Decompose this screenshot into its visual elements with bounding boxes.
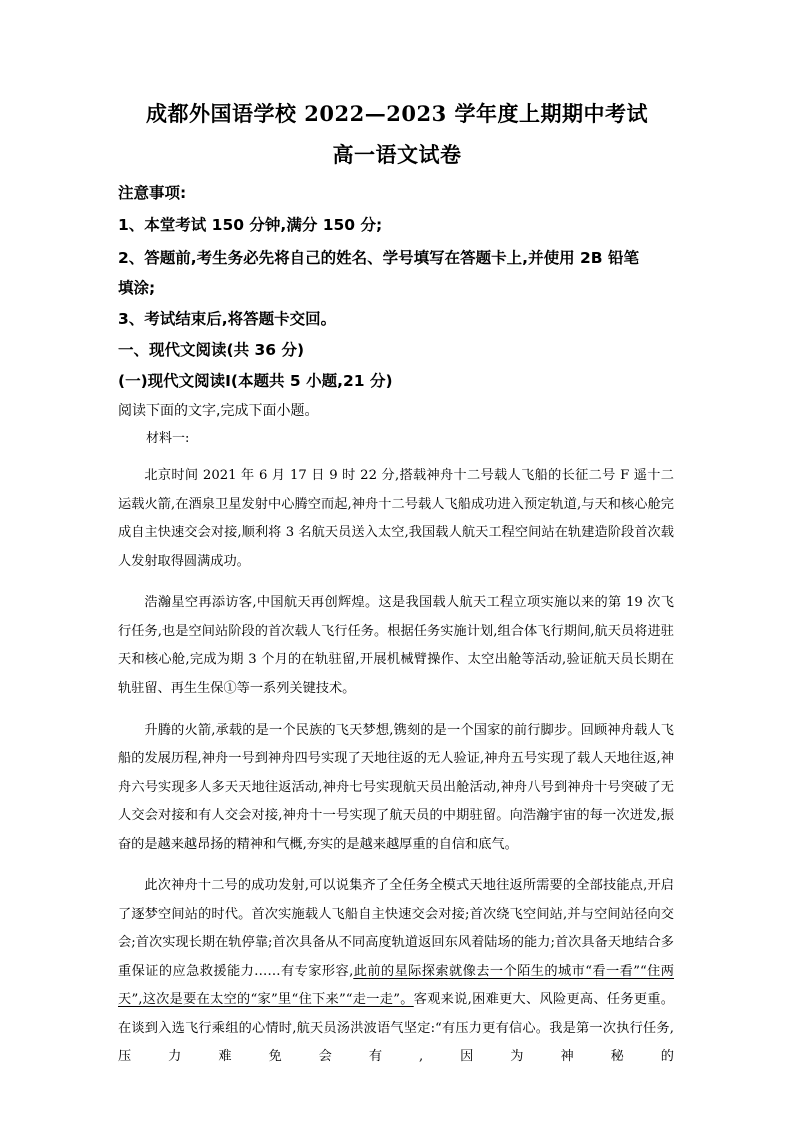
underlined-sentence: 此前的星际探索就像去一个陌生的城市“看一看”“住两天”,这次是要在太空的“家”里“住下来”“走一走”。 bbox=[118, 963, 674, 1008]
paragraph-3: 升腾的火箭,承载的是一个民族的飞天梦想,镌刻的是一个国家的前行脚步。回顾神舟载人飞船的发展历程,神舟一号到神舟四号实现了天地往返的无人验证,神舟五号实现了载人天地往返,神舟六号实现多人多天天地往返活动,神舟七号实现航天员出舱活动,神舟八号到神舟十号突破了无人交会对接和有人交会对接,神舟十一号实现了航天员的中期驻留。向浩瀚宇宙的每一次迸发,振奋的是越来越昂扬的精神和气概,夯实的是越来越厚重的自信和底气。 bbox=[118, 722, 674, 852]
section-heading-1: 一、现代文阅读(共 36 分) bbox=[118, 341, 305, 359]
reading-passage bbox=[118, 449, 674, 1085]
note-2-line-2: 填涂; bbox=[118, 279, 156, 297]
subsection-heading-1: (一)现代文阅读Ⅰ(本题共 5 小题,21 分) bbox=[118, 372, 393, 390]
exam-title: 成都外国语学校 2022—2023 学年度上期期中考试 bbox=[145, 101, 648, 126]
note-1: 1、本堂考试 150 分钟,满分 150 分; bbox=[118, 216, 383, 234]
paragraph-2: 浩瀚星空再添访客,中国航天再创辉煌。这是我国载人航天工程立项实施以来的第 19 次飞行任务,也是空间站阶段的首次载人飞行任务。根据任务实施计划,组合体飞行期间,航天员将进驻天和核心舱,完成为期 3 个月的在轨驻留,开展机械臂操作、太空出舱等活动,验证航天员长期在轨驻留、再生生保①等一系列关键技术。 bbox=[118, 595, 674, 696]
notes-heading: 注意事项: bbox=[118, 184, 187, 202]
note-2-line-1: 2、答题前,考生务必先将自己的姓名、学号填写在答题卡上,并使用 2B 铅笔 bbox=[118, 249, 639, 267]
material-label: 材料一: bbox=[146, 431, 190, 446]
paragraph-4-start: 此次神舟十二号的成功发射,可以说集齐了全任务全模式天地往返所需要的全部技能点,开启了逐梦空间站的时代。首次实施载人飞船自主快速交会对接;首次绕飞空间站,并与空间站径向交会;首次实现长期在轨停靠;首次具备从不同高度轨道返回东风着陆场的能力;首次具备天地结合多重保证的应急救援能力……有专家形容, bbox=[118, 878, 674, 979]
paragraph-1: 北京时间 2021 年 6 月 17 日 9 时 22 分,搭载神舟十二号载人飞船的长征二号 F 遥十二运载火箭,在酒泉卫星发射中心腾空而起,神舟十二号载人飞船成功进入预定轨道,与天和核心舱完成自主快速交会对接,顺利将 3 名航天员送入太空,我国载人航天工程空间站在轨建造阶段首次载人发射取得圆满成功。 bbox=[118, 468, 674, 569]
paragraph-4-end: 客观来说,困难更大、风险更高、任务更重。在谈到入选飞行乘组的心情时,航天员汤洪波语气坚定:“有压力更有信心。我是第一次执行任务,压力难免会有,因为神秘的 bbox=[118, 992, 674, 1065]
note-3: 3、考试结束后,将答题卡交回。 bbox=[118, 310, 337, 328]
exam-subtitle: 高一语文试卷 bbox=[332, 142, 462, 167]
paragraph-4 bbox=[118, 872, 674, 1072]
reading-instruction: 阅读下面的文字,完成下面小题。 bbox=[118, 403, 319, 419]
